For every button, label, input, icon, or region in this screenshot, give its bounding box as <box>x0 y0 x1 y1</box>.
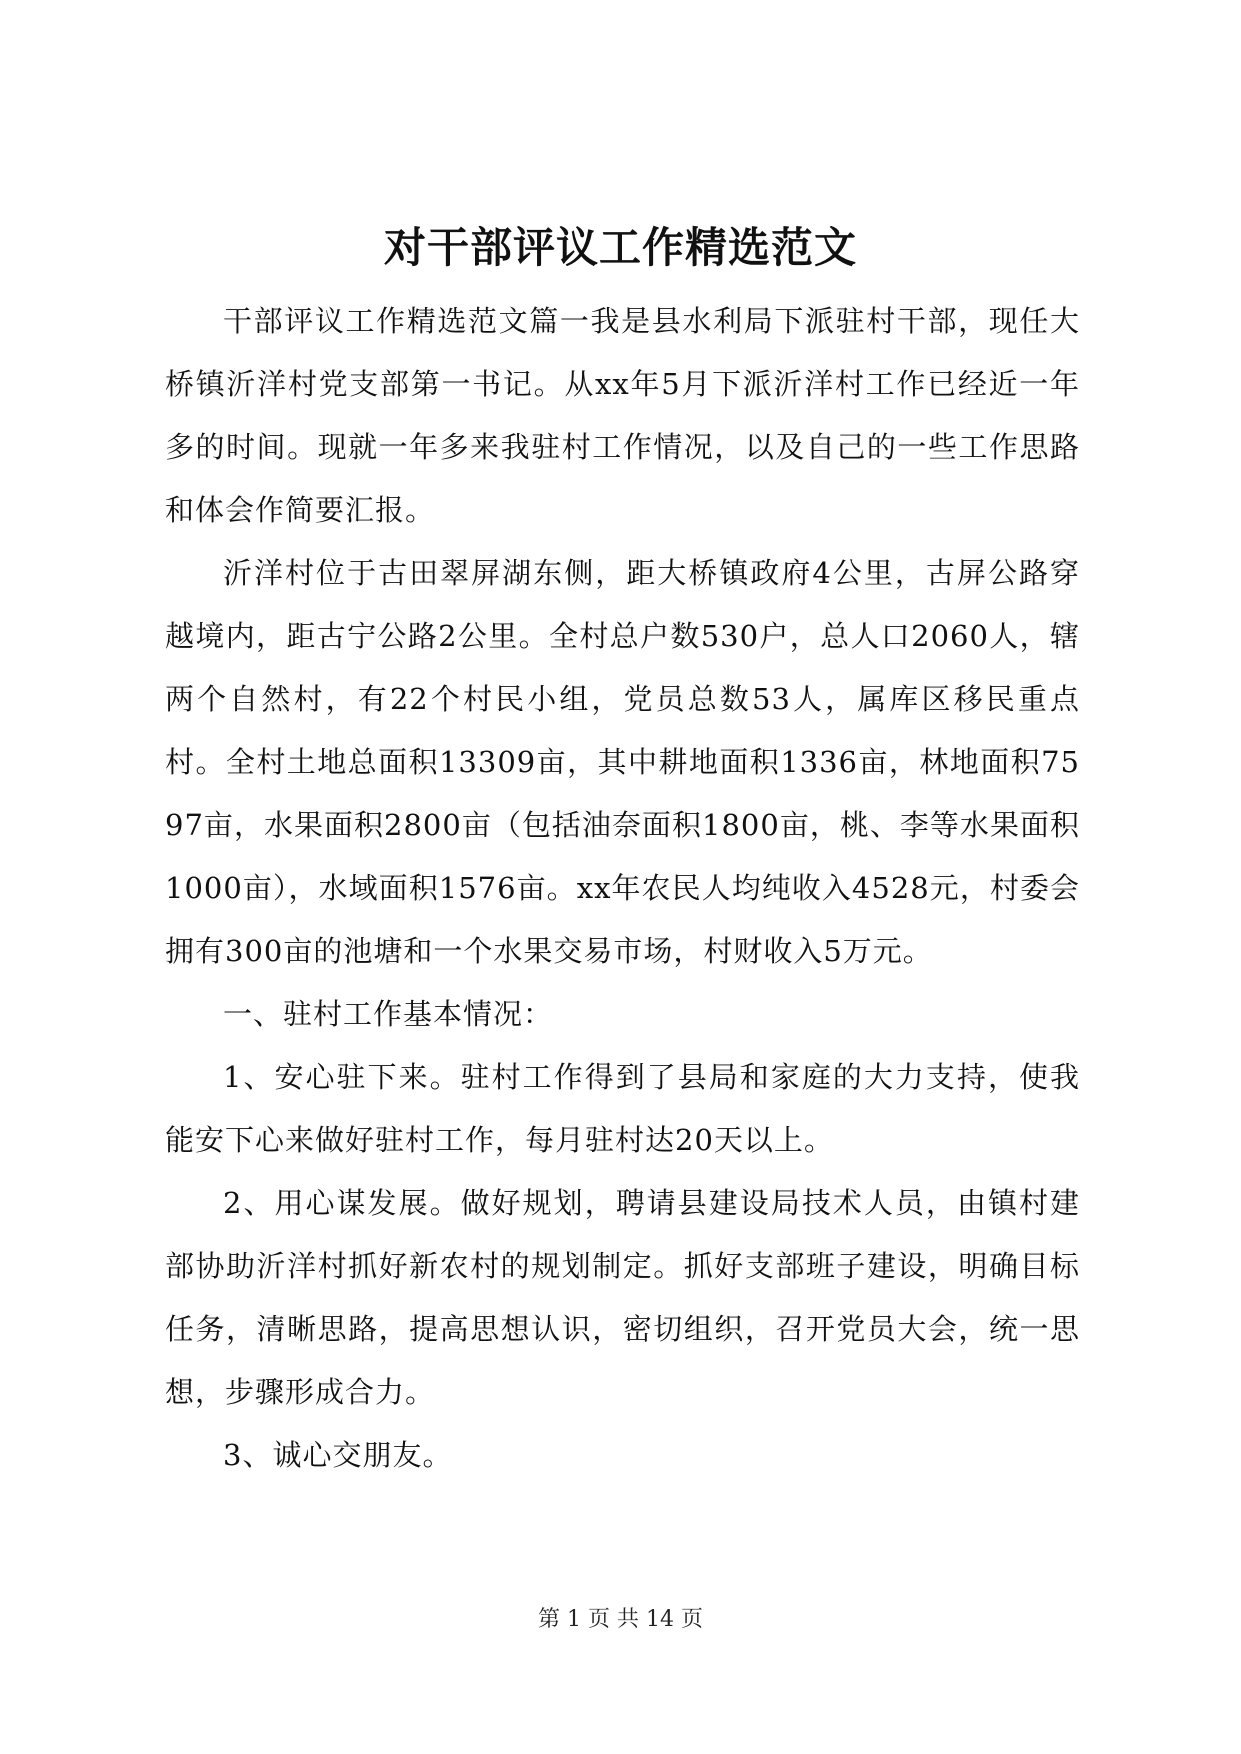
document-body <box>165 290 1080 1487</box>
section-heading-basic-situation: 一、驻村工作基本情况： <box>223 997 554 1031</box>
paragraph-item-3: 3、诚心交朋友。 <box>223 1438 453 1472</box>
document-title: 对干部评议工作精选范文 <box>383 223 857 272</box>
paragraph-item-2: 2、用心谋发展。做好规划，聘请县建设局技术人员，由镇村建部协助沂洋村抓好新农村的规划制定。抓好支部班子建设，明确目标任务，清晰思路，提高思想认识，密切组织，召开党员大会，统一思想，步骤形成合力。 <box>165 1186 1080 1409</box>
page-number-footer: 第 1 页 共 14 页 <box>538 1607 703 1632</box>
paragraph-intro: 干部评议工作精选范文篇一我是县水利局下派驻村干部，现任大桥镇沂洋村党支部第一书记。从xx年5月下派沂洋村工作已经近一年多的时间。现就一年多来我驻村工作情况，以及自己的一些工作思路和体会作简要汇报。 <box>165 304 1080 527</box>
paragraph-village-overview: 沂洋村位于古田翠屏湖东侧，距大桥镇政府4公里，古屏公路穿越境内，距古宁公路2公里。全村总户数530户，总人口2060人，辖两个自然村，有22个村民小组，党员总数53人，属库区移民重点村。全村土地总面积13309亩，其中耕地面积1336亩，林地面积7597亩，水果面积2800亩（包括油奈面积1800亩，桃、李等水果面积1000亩），水域面积1576亩。xx年农民人均纯收入4528元，村委会拥有300亩的池塘和一个水果交易市场，村财收入5万元。 <box>165 556 1080 968</box>
paragraph-item-1: 1、安心驻下来。驻村工作得到了县局和家庭的大力支持，使我能安下心来做好驻村工作，每月驻村达20天以上。 <box>165 1060 1080 1157</box>
